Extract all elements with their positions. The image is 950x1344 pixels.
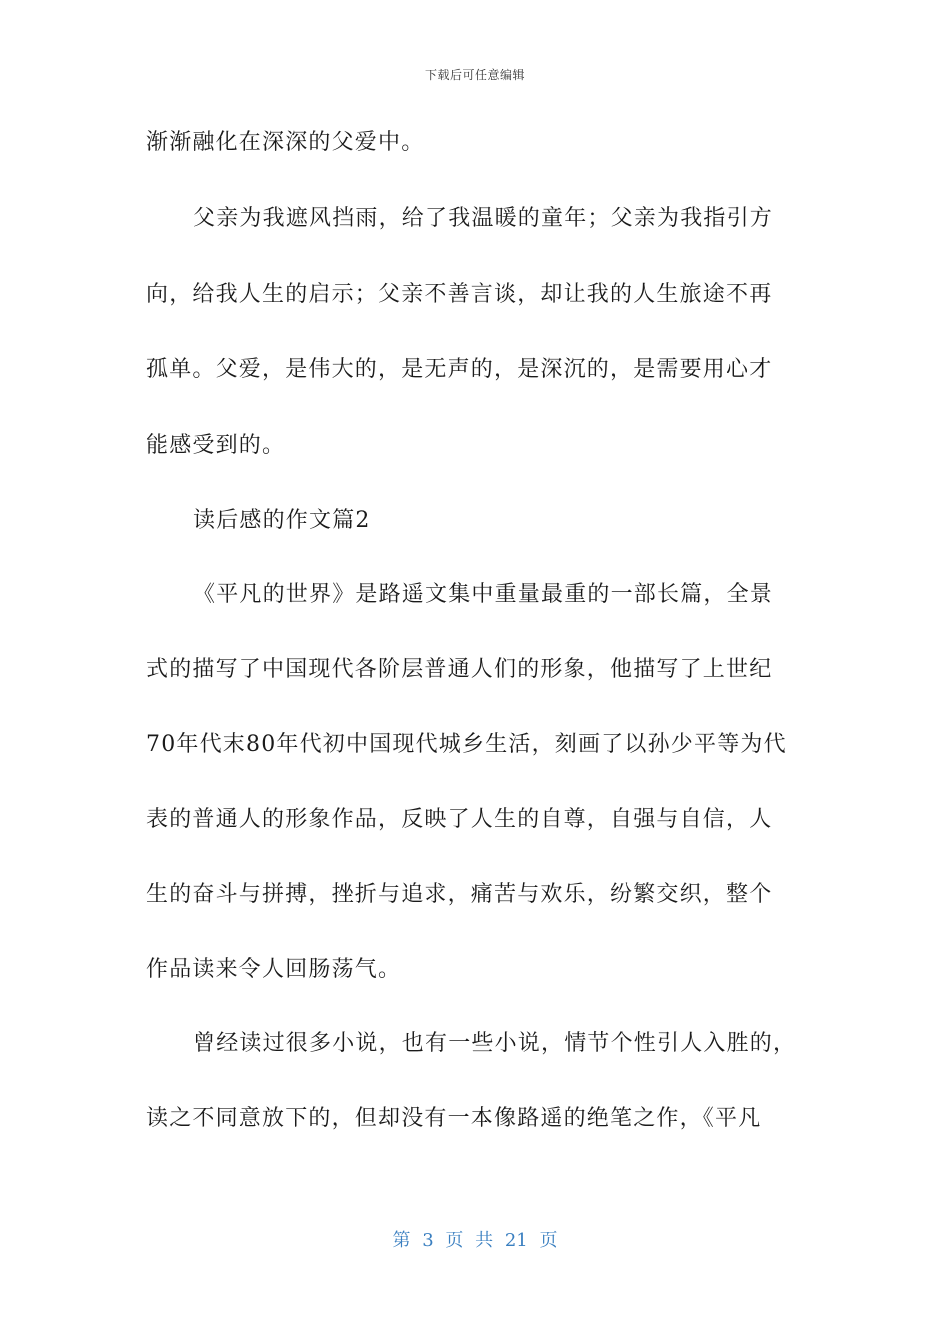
text-line: 能感受到的。 [146,433,286,458]
section-heading: 读后感的作文篇2 [193,508,371,533]
text-line: 《平凡的世界》是路遥文集中重量最重的一部长篇，全景 [193,582,774,607]
text-line: 向，给我人生的启示；父亲不善言谈，却让我的人生旅途不再 [146,282,773,307]
text-line: 孤单。父爱，是伟大的，是无声的，是深沉的，是需要用心才 [146,357,773,382]
text-line: 读之不同意放下的，但却没有一本像路遥的绝笔之作，《平凡 [146,1106,762,1131]
text-line: 生的奋斗与拼搏，挫折与追求，痛苦与欢乐，纷繁交织，整个 [146,882,773,907]
text-line: 曾经读过很多小说，也有一些小说，情节个性引人入胜的， [193,1031,797,1056]
text-line: 式的描写了中国现代各阶层普通人们的形象，他描写了上世纪 [146,657,773,682]
text-line: 父亲为我遮风挡雨，给了我温暖的童年；父亲为我指引方 [193,206,774,231]
text-line: 表的普通人的形象作品，反映了人生的自尊，自强与自信，人 [146,807,773,832]
text-line: 作品读来令人回肠荡气。 [146,957,402,982]
page-footer: 第 3 页 共 21 页 [392,1230,558,1251]
page-header: 下载后可任意编辑 [424,68,525,82]
text-line: 渐渐融化在深深的父爱中。 [146,130,425,155]
text-line: 70年代末80年代初中国现代城乡生活，刻画了以孙少平等为代 [146,732,787,757]
